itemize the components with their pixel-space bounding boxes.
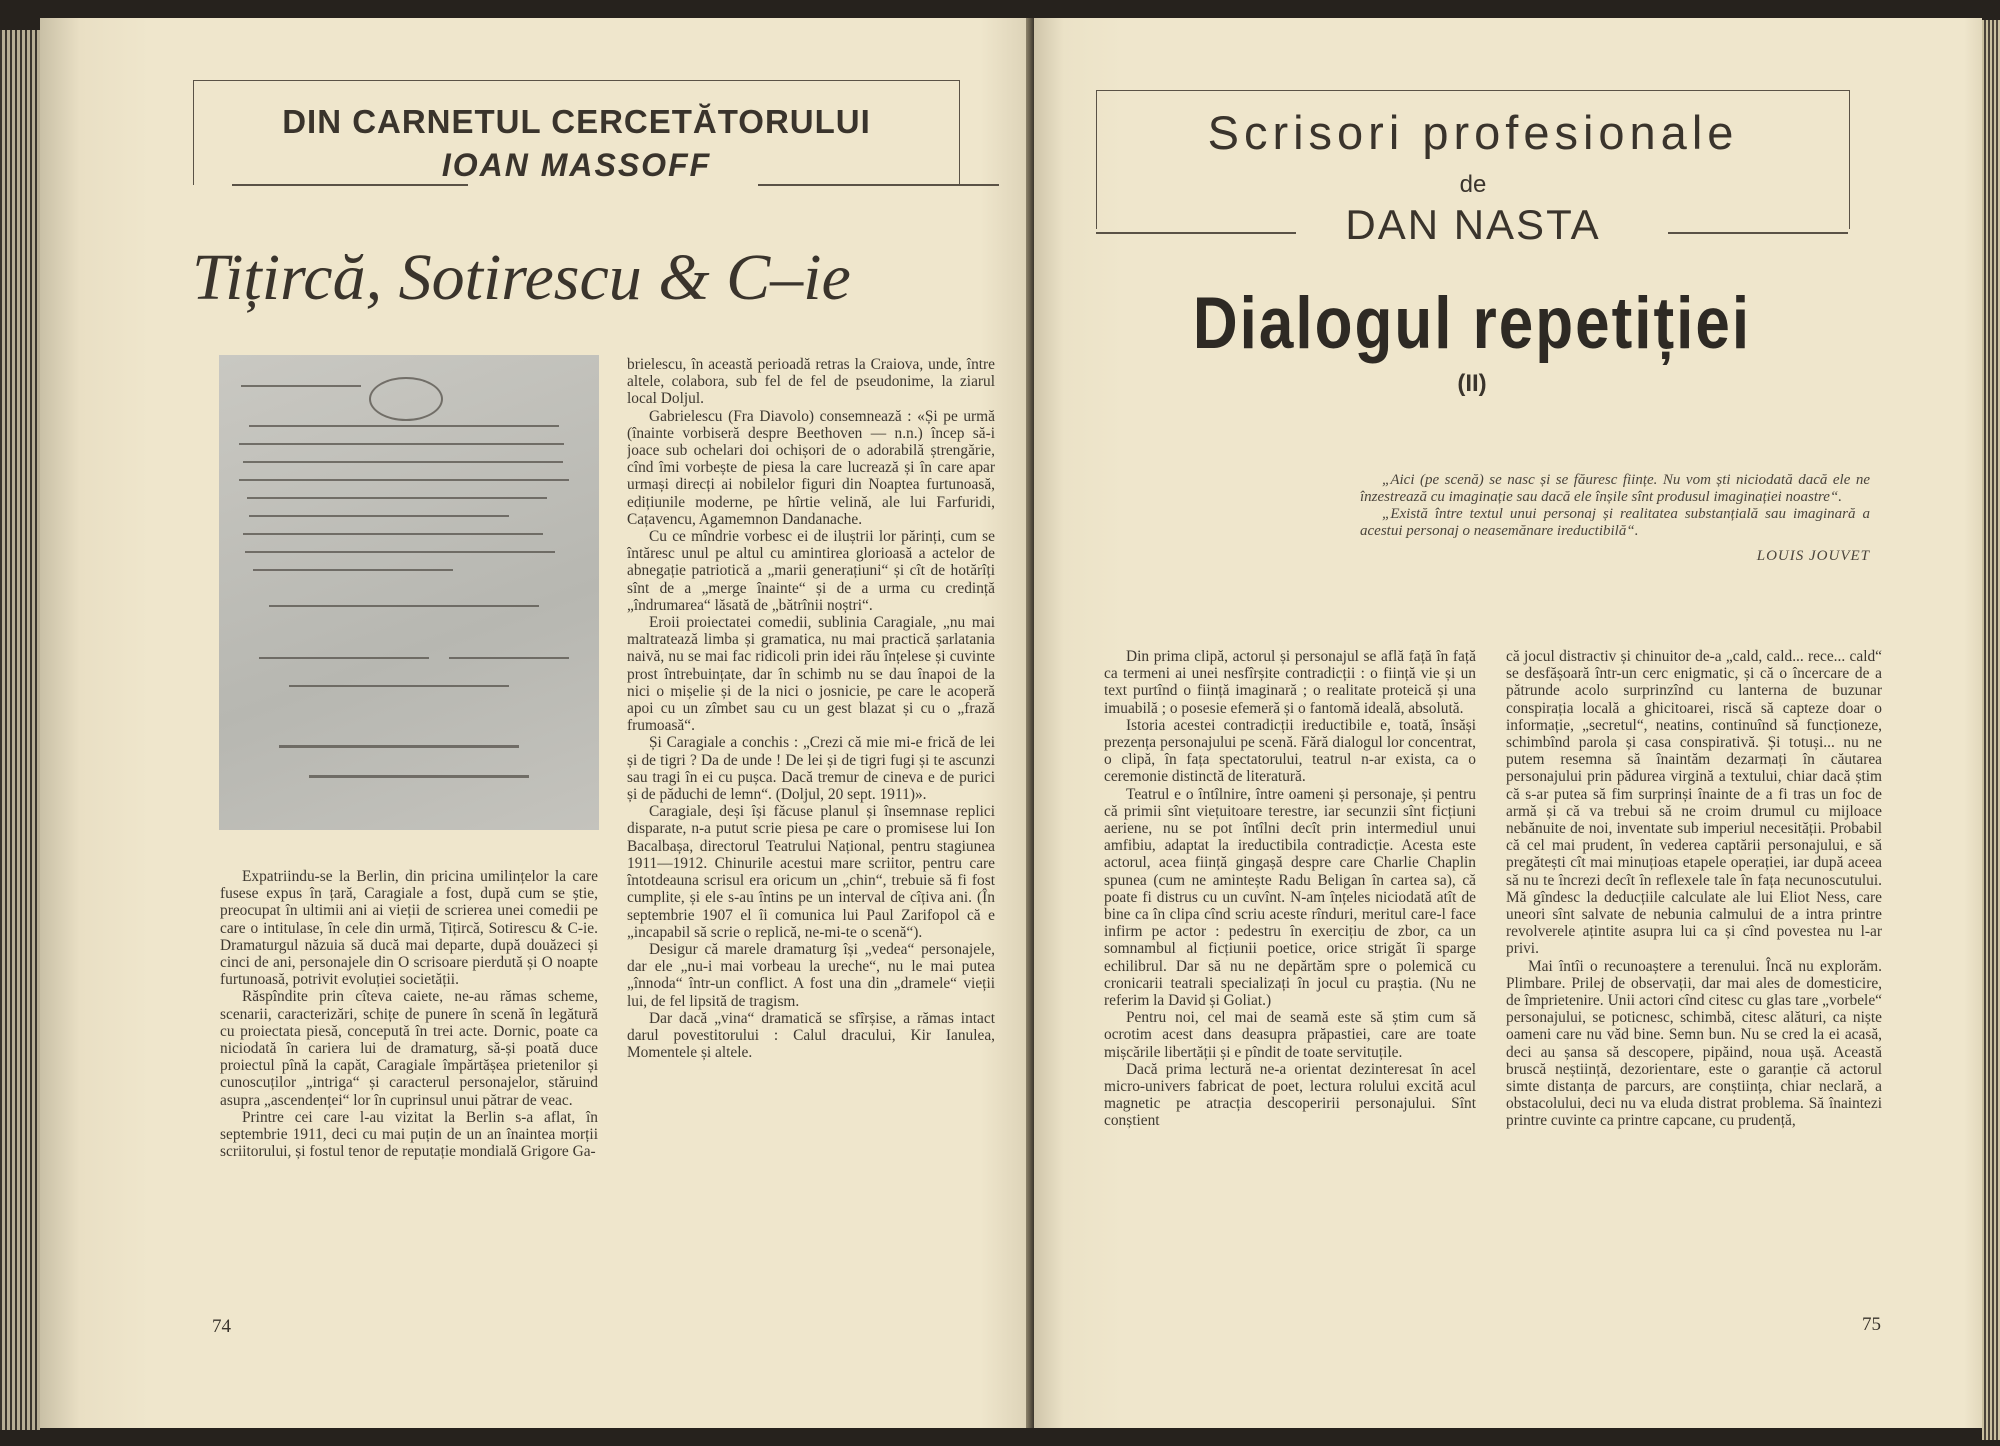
right-header-box (1096, 90, 1850, 248)
paragraph: Cu ce mîndrie vorbesc ei de iluștrii lor părinți, cum se întăresc unul pe altul cu amintirea glorioasă a actelor de abnegație patriotică a „marii generațiuni“ și cît de hotărîți sînt de a „merge înainte“ și de a urma cu credință „îndrumarea“ lăsată de „bătrînii noștri“. (627, 528, 995, 614)
right-article-subtitle: (II) (1457, 370, 1487, 397)
paragraph: Eroii proiectatei comedii, sublinia Caragiale, „nu mai maltratează limba și gramatica, nu mai practică șarlatania naivă, nu se mai fac ridicoli prin idei rău înțelese și cuvinte prost întrebuințate, dar în schimb nu se dau înapoi de la nici o mișelie și de la nici o josnicie, pe care le acoperă apoi cu un zîmbet sau cu un gest blazat și cu o „frază frumoasă“. (627, 614, 995, 735)
page-number-left: 74 (212, 1316, 231, 1337)
left-column-1 (220, 868, 598, 1308)
paragraph: că jocul distractiv și chinuitor de-a „cald, cald... rece... cald“ se desfășoară într-un cerc enigmatic, și că o încercare de a pătrunde acolo surprinzînd cu lanterna de buzunar conspirația locală a ghicitoarei, riscă să capteze doar o informație, „secretul“, neatins, continuînd să funcționeze, schimbînd parola și casa conspirativă. Și totuși... nu ne putem resemna să înaintăm dezarmați în căutarea personajului prin pădurea virgină a textului, chiar dacă știm că s-ar putea să fim surprinși înainte de a fi tras un foc de armă și că va trebui să ne croim drumul cu mijloace nebănuite de noi, inventate sub imperiul necesității. Probabil că cel mai prudent, în vederea captării personajului, e să pregătești cît mai minuțioas etapele operației, iar după aceea să nu te încrezi decît în reflexele tale în fața necunoscutului. Mă gîndesc la deducțiile calculate ale lui Eliot Ness, care uneori sînt salvate de nebunia calmului de a intra printre revolverele ațintite asupra lui ca și cînd povestea nu l-ar privi. (1506, 648, 1882, 958)
left-header-rule-left (232, 184, 468, 186)
epigraph-quote: „Aici (pe scenă) se nasc și se făuresc ființe. Nu vom ști niciodată dacă ele ne înzestrează cu imaginație sau dacă ele înșile sînt produsul imaginației noastre“. (1360, 472, 1870, 505)
paragraph: Și Caragiale a conchis : „Crezi că mie mi-e frică de lei și de tigri ? Da de unde ! De lei și de tigri fugi și te ascunzi sau tragi în ei cu pușca. Dacă tremur de cineva e de purici și de păduchi de lemn“. (Doljul, 20 sept. 1911)». (627, 734, 995, 804)
paragraph: Gabrielescu (Fra Diavolo) consemnează : «Și pe urmă (înainte vorbiseră despre Beethoven — n.n.) încep să-i joace sub ochelari doi ochișori de o adorabilă ștrengărie, cînd îmi vorbește de piesa la care lucrează și în care apar urmași direcți ai nobilelor figuri din Noaptea furtunoasă, edițiunile moderne, pe hîrtie velină, ale lui Farfuridi, Cațavencu, Agamemnon Dandanache. (627, 407, 995, 528)
paragraph: Mai întîi o recunoaștere a terenului. Încă nu explorăm. Plimbare. Prilej de observații, dar mai ales de domesticire, de împrietenire. Unii actori cînd citesc cu glas tare „vorbele“ personajului, se poticnesc, schimbă, citesc alături, ca niște oameni care nu văd bine. Semn bun. Nu se cred la ei acasă, deci au șansa să descopere, pipăind, noua ușă. Această bruscă neștiință, dezorientare, este o garanție că actorul simte distanța de parcurs, are conștiința, chiar neclară, a obstacolului, deci nu va eluda distrat problema. Să înaintezi printre cuvinte ca printre capcane, cu prudență, (1506, 957, 1882, 1130)
epigraph (1360, 472, 1870, 565)
right-header-author: DAN NASTA (1345, 201, 1601, 248)
left-header-author: IOAN MASSOFF (441, 147, 712, 183)
paragraph: Printre cei care l-au vizitat la Berlin s-a aflat, în septembrie 1911, deci cu mai puțin de un an înaintea morții scriitorului, și fostul tenor de reputație mondială Grigore Ga- (220, 1108, 598, 1161)
manuscript-photo (219, 355, 599, 830)
paragraph: Răspîndite prin cîteva caiete, ne-au rămas scheme, scenarii, caracterizări, schițe de punere în scenă în legătură cu proiectata piesă, concepută în trei acte. Dornic, poate ca niciodată în cariera lui de dramaturg, să-și poată duce proiectul pînă la capăt, Caragiale împărtășea prietenilor și cunoscuților „intriga“ și caracterul personajelor, stăruind asupra „ascendenței“ lor în cuprinsul unui pătrar de veac. (220, 988, 598, 1109)
paragraph: Desigur că marele dramaturg își „vedea“ personajele, dar ele „nu-i mai vorbeau la ureche“, nu le mai putea „înnoda“ într-un conflict. A fost una din „dramele“ vieții lui, de fel lipsită de tragism. (627, 940, 995, 1010)
left-header-section: DIN CARNETUL CERCETĂTORULUI (282, 103, 871, 140)
page-edges-left (0, 30, 40, 1430)
paragraph: Caragiale, deși își făcuse planul și însemnase replici disparate, n-a putut scrie piesa pe care o promisese lui Ion Bacalbașa, directorul Teatrului Național, pentru stagiunea 1911—1912. Chinurile acestui mare scriitor, pentru care întotdeauna scrisul era oricum un „chin“, trebuie să fi fost cumplite, și ele s-au întins pe un interval de cîțiva ani. (În septembrie 1907 el îi comunica lui Paul Zarifopol că e „incapabil să scrie o replică, ne-mi-te o scenă“). (627, 803, 995, 941)
paragraph: Pentru noi, cel mai de seamă este să știm cum să ocrotim acest dans deasupra prăpastiei, care are toate mișcările libertății și e pîndit de toate servituțile. (1104, 1009, 1476, 1061)
right-column-2 (1506, 648, 1882, 1294)
paragraph: Teatrul e o întîlnire, între oameni și personaje, și pentru că primii sînt viețuitoare terestre, iar secunzii sînt ficțiuni aeriene, nu se pot întîlni decît prin intermediul unui amfibiu, adaptat la ireductibila contradicție. Acesta este actorul, acea ființă gingașă despre care Charlie Chaplin spunea (cum ne amintește Radu Beligan în cartea sa), că poate fi distrus cu un cuvînt. N-am înțeles niciodată atît de bine ca în clipa cînd scriu aceste rînduri, meritul care-l face infirm pe actor : pedestru în exercițiu de zbor, ca un somnambul al ficțiunii poetice, orice strigăt îi sparge echilibrul. Dar să nu ne depărtăm spre o polemică cu cronicarii teatrali specializați în jocul cu praștia. (Nu ne referim la David și Goliat.) (1104, 785, 1476, 1010)
paragraph: Din prima clipă, actorul și personajul se află față în față ca termeni ai unei nesfîrșite contradicții : o ființă vie și un text purtînd o ființă imaginară ; o realitate proteică și una imuabilă ; o posesie efemeră și o fantomă ideală, absolută. (1104, 648, 1476, 717)
paragraph: Dacă prima lectură ne-a orientat dezinteresat în acel micro-univers fabricat de poet, lectura rolului excită acul magnetic pe atracția descoperirii personajului. Sînt conștient (1104, 1060, 1476, 1130)
paragraph: Istoria acestei contradicții ireductibile e, toată, însăși prezența personajului pe scenă. Fără dialogul lor concentrat, o clipă, în fața spectatorului, teatrul n-ar exista, ca o ceremonie distinctă de literatură. (1104, 716, 1476, 786)
right-header-rule-left (1096, 232, 1296, 234)
left-column-2 (627, 356, 995, 1306)
epigraph-quote: „Există între textul unui personaj și realitatea substanțială sau imaginară a acestui personaj o neasemănare ireductibilă“. (1360, 506, 1870, 539)
right-article-title: Dialogul repetiției (1192, 283, 1752, 365)
right-header-rule-right (1668, 232, 1848, 234)
right-header-section: Scrisori profesionale (1207, 106, 1739, 159)
right-column-1 (1104, 648, 1476, 1294)
right-header-by: de (1459, 171, 1487, 198)
page-number-right: 75 (1862, 1314, 1881, 1335)
page-edges-right (1982, 20, 2000, 1440)
paragraph: Dar dacă „vina“ dramatică se sfîrșise, a rămas intact darul povestitorului : Calul dracului, Kir Ianulea, Momentele și altele. (627, 1009, 995, 1062)
paragraph: brielescu, în această perioadă retras la Craiova, unde, între altele, colabora, sub fel de fel de pseudonime, la ziarul local Doljul. (627, 356, 995, 408)
paragraph: Expatriindu-se la Berlin, din pricina umilințelor la care fusese expus în țară, Caragiale a fost, după cum se știe, preocupat în ultimii ani ai vieții de scrierea unei comedii pe care o intitulase, în cele din urmă, Tițircă, Sotirescu & C-ie. Dramaturgul năzuia să ducă mai departe, după douăzeci și cinci de ani, personajele din O scrisoare pierdută și O noapte furtunoasă, potrivit evoluției societății. (220, 868, 598, 989)
left-header-rule-right (758, 184, 999, 186)
epigraph-author: LOUIS JOUVET (1756, 548, 1870, 564)
left-article-title: Tițircă, Sotirescu & C–ie (192, 241, 851, 314)
left-header-box (193, 80, 960, 185)
